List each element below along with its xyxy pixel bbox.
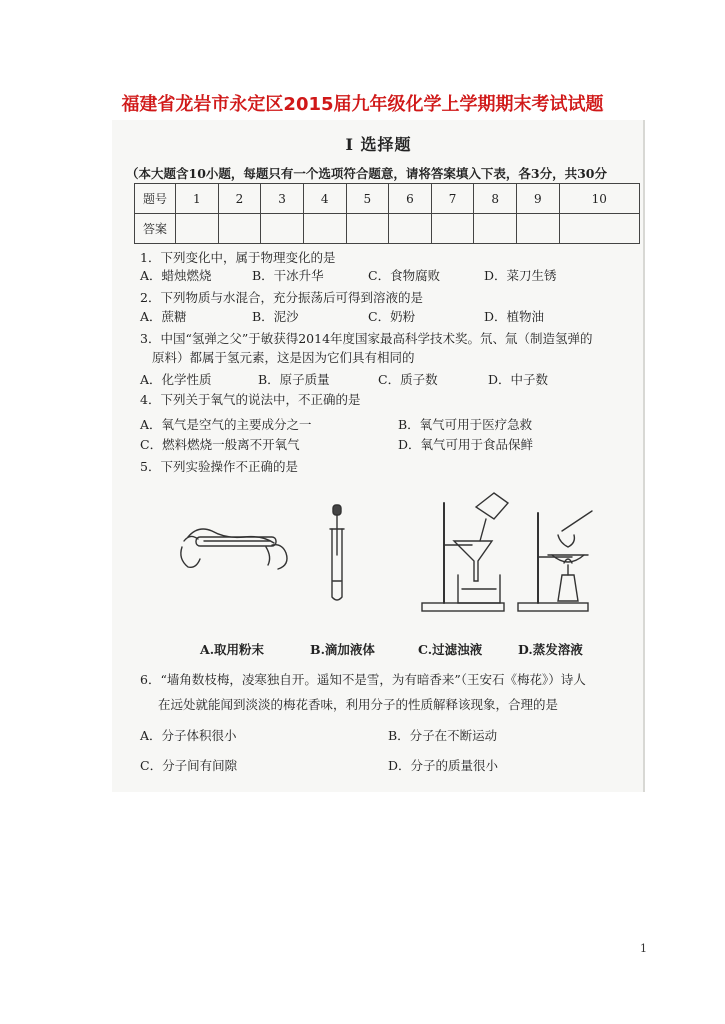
question-5-option-a: A.取用粉末 bbox=[200, 642, 265, 657]
answer-table-header-row bbox=[135, 184, 640, 214]
page-title: 福建省龙岩市永定区2015届九年级化学上学期期末考试试题 bbox=[121, 94, 604, 115]
dropper-tube-illustration bbox=[330, 505, 344, 600]
question-3-stem-continued: 原料）都属于氢元素，这是因为它们具有相同的 bbox=[152, 350, 415, 365]
section-instructions: （本大题含10小题，每题只有一个选项符合题意，请将答案填入下表，各3分，共30分 bbox=[126, 166, 607, 181]
question-1-option-d: D．菜刀生锈 bbox=[484, 268, 557, 283]
question-number-cell: 3 bbox=[261, 184, 304, 214]
question-2-option-d: D．植物油 bbox=[484, 309, 545, 324]
question-6-stem-continued: 在远处就能闻到淡淡的梅花香味，利用分子的性质解释该现象，合理的是 bbox=[158, 697, 559, 712]
question-4-option-a: A．氧气是空气的主要成分之一 bbox=[140, 417, 312, 432]
filtration-illustration bbox=[422, 493, 508, 611]
question-number-cell: 5 bbox=[346, 184, 389, 214]
question-1-option-b: B．干冰升华 bbox=[252, 268, 324, 283]
question-number-cell: 10 bbox=[559, 184, 639, 214]
question-2-option-a: A．蔗糖 bbox=[140, 309, 187, 324]
question-number-cell: 7 bbox=[431, 184, 474, 214]
question-5-option-b: B.滴加液体 bbox=[310, 642, 375, 657]
question-5-option-d: D.蒸发溶液 bbox=[518, 642, 583, 657]
question-3-option-d: D．中子数 bbox=[488, 372, 549, 387]
question-2-option-c: C．奶粉 bbox=[368, 309, 416, 324]
question-6-stem: 6．“墙角数枝梅，凌寒独自开。遥知不是雪，为有暗香来”（王安石《梅花》）诗人 bbox=[140, 672, 586, 687]
question-3-stem: 3．中国“氢弹之父”于敏获得2014年度国家最高科学技术奖。氘、氚（制造氢弹的 bbox=[140, 331, 593, 346]
question-2-option-b: B．泥沙 bbox=[252, 309, 299, 324]
answer-cell bbox=[559, 214, 639, 244]
answer-cell bbox=[303, 214, 346, 244]
question-5-stem: 5．下列实验操作不正确的是 bbox=[140, 459, 298, 474]
answer-cell bbox=[176, 214, 219, 244]
question-6-option-b: B．分子在不断运动 bbox=[388, 728, 498, 743]
question-6-option-d: D．分子的质量很小 bbox=[388, 758, 499, 773]
answer-row-label: 答案 bbox=[135, 214, 176, 244]
powder-transfer-illustration bbox=[181, 529, 287, 569]
question-number-cell: 9 bbox=[517, 184, 560, 214]
answer-table bbox=[134, 183, 640, 244]
question-4-stem: 4．下列关于氧气的说法中，不正确的是 bbox=[140, 392, 361, 407]
question-5-option-c: C.过滤浊液 bbox=[418, 642, 483, 657]
question-4-option-b: B．氧气可用于医疗急救 bbox=[398, 417, 533, 432]
answer-table-header-label: 题号 bbox=[135, 184, 176, 214]
question-3-option-b: B．原子质量 bbox=[258, 372, 330, 387]
evaporation-illustration bbox=[518, 511, 592, 611]
question-4-option-c: C．燃料燃烧一般离不开氧气 bbox=[140, 437, 300, 452]
question-6-option-a: A．分子体积很小 bbox=[140, 728, 237, 743]
question-number-cell: 6 bbox=[389, 184, 432, 214]
scan-edge bbox=[643, 120, 645, 792]
answer-cell bbox=[389, 214, 432, 244]
question-number-cell: 2 bbox=[218, 184, 261, 214]
page-number: 1 bbox=[640, 942, 647, 955]
answer-cell bbox=[218, 214, 261, 244]
answer-cell bbox=[261, 214, 304, 244]
answer-cell bbox=[517, 214, 560, 244]
question-1-stem: 1．下列变化中，属于物理变化的是 bbox=[140, 250, 336, 265]
question-6-option-c: C．分子间有间隙 bbox=[140, 758, 238, 773]
answer-cell bbox=[431, 214, 474, 244]
section-title: Ⅰ 选择题 bbox=[345, 135, 412, 154]
scanned-exam-page bbox=[112, 120, 645, 792]
question-number-cell: 1 bbox=[176, 184, 219, 214]
lab-operations-figure bbox=[122, 485, 642, 615]
question-3-option-a: A．化学性质 bbox=[140, 372, 212, 387]
question-2-stem: 2．下列物质与水混合，充分振荡后可得到溶液的是 bbox=[140, 290, 423, 305]
answer-cell bbox=[474, 214, 517, 244]
question-4-option-d: D．氧气可用于食品保鲜 bbox=[398, 437, 534, 452]
question-number-cell: 4 bbox=[303, 184, 346, 214]
question-1-option-a: A．蜡烛燃烧 bbox=[140, 268, 212, 283]
question-1-option-c: C．食物腐败 bbox=[368, 268, 441, 283]
answer-cell bbox=[346, 214, 389, 244]
answer-table-answer-row bbox=[135, 214, 640, 244]
question-number-cell: 8 bbox=[474, 184, 517, 214]
question-3-option-c: C．质子数 bbox=[378, 372, 438, 387]
